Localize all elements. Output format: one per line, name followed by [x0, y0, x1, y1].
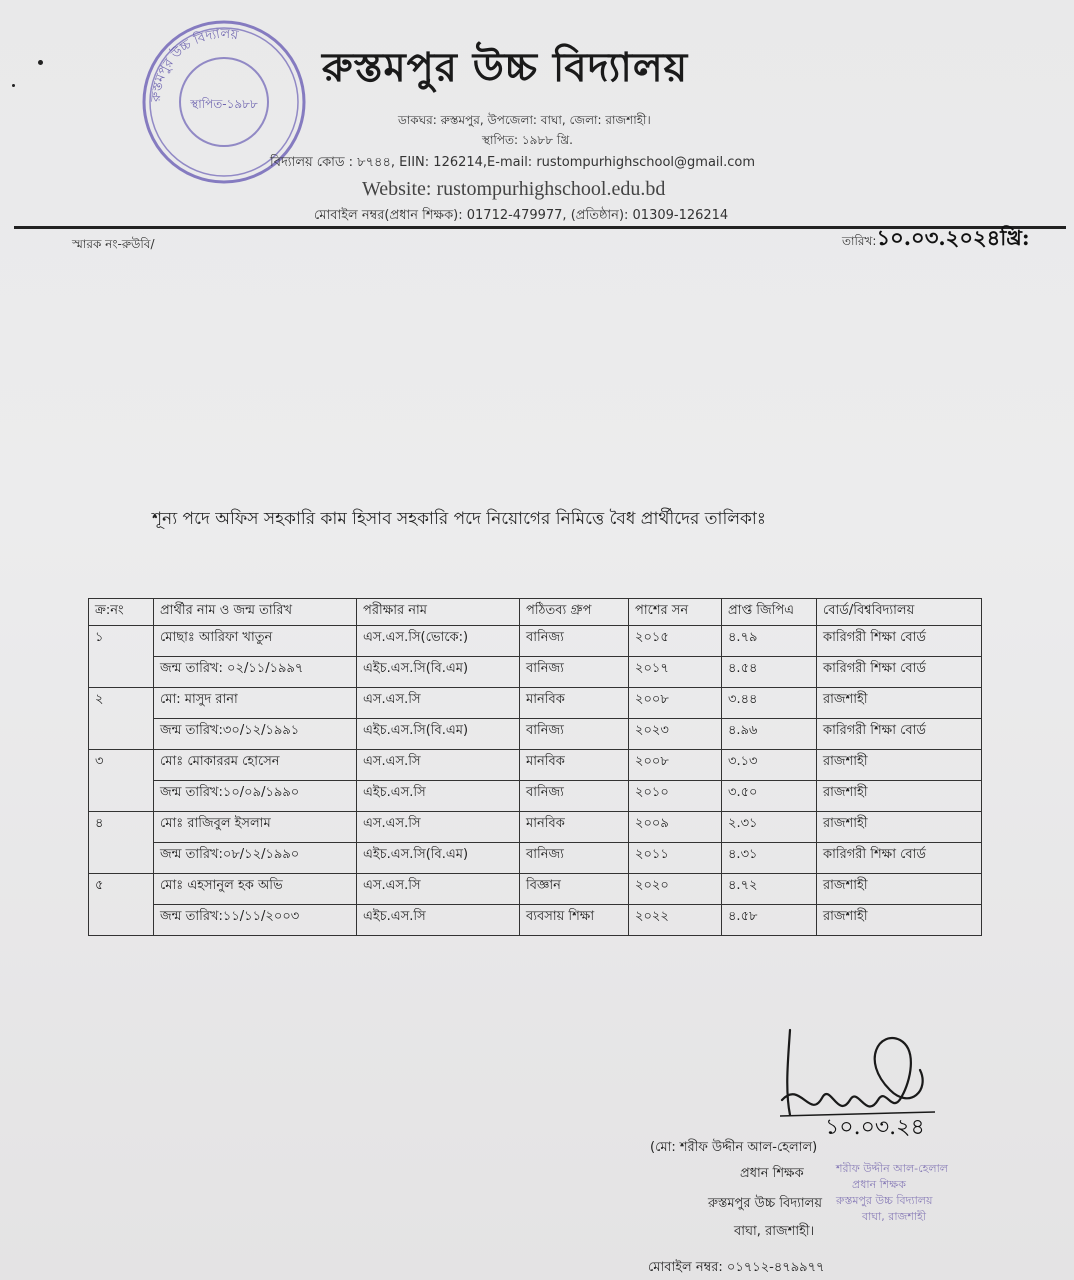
gpa: ৪.৩১ [722, 843, 817, 874]
board: কারিগরী শিক্ষা বোর্ড [817, 719, 982, 750]
candidate-dob: জন্ম তারিখ:১০/০৯/১৯৯০ [154, 781, 357, 812]
pass-year: ২০২২ [629, 905, 722, 936]
col-exam: পরীক্ষার নাম [357, 599, 520, 626]
board: কারিগরী শিক্ষা বোর্ড [817, 843, 982, 874]
table-row [89, 905, 982, 936]
head-teacher-mobile: মোবাইল নম্বর: ০১৭১২-৪৭৯৯৭৭ [648, 1260, 825, 1275]
exam-name: এস.এস.সি(ভোকে:) [357, 626, 520, 657]
board: রাজশাহী [817, 874, 982, 905]
stamp-line: শরীফ উদ্দীন আল-হেলাল [836, 1162, 948, 1175]
pass-year: ২০০৮ [629, 750, 722, 781]
serial-cell: ২ [89, 688, 154, 750]
serial-cell: ১ [89, 626, 154, 688]
pass-year: ২০২৩ [629, 719, 722, 750]
seal-inner-text: স্থাপিত-১৯৮৮ [190, 97, 258, 111]
pass-year: ২০১১ [629, 843, 722, 874]
exam-name: এইচ.এস.সি(বি.এম) [357, 719, 520, 750]
candidate-dob: জন্ম তারিখ:১১/১১/২০০৩ [154, 905, 357, 936]
candidate-name: মোঃ মোকাররম হোসেন [154, 750, 357, 781]
exam-name: এইচ.এস.সি(বি.এম) [357, 843, 520, 874]
col-group: পঠিতব্য গ্রুপ [520, 599, 629, 626]
gpa: ৪.৫৮ [722, 905, 817, 936]
speck [38, 60, 43, 65]
gpa: ৪.৭২ [722, 874, 817, 905]
gpa: ৪.৭৯ [722, 626, 817, 657]
exam-name: এস.এস.সি [357, 750, 520, 781]
candidate-dob: জন্ম তারিখ:৩০/১২/১৯৯১ [154, 719, 357, 750]
board: কারিগরী শিক্ষা বোর্ড [817, 626, 982, 657]
candidate-dob: জন্ম তারিখ:০৮/১২/১৯৯০ [154, 843, 357, 874]
board: রাজশাহী [817, 781, 982, 812]
svg-text:রুস্তমপুর উচ্চ বিদ্যালয় [149, 27, 240, 104]
date-value: ১০.০৩.২০২৪খ্রি: [876, 225, 1030, 250]
group: বানিজ্য [520, 781, 629, 812]
serial-cell: ৫ [89, 874, 154, 936]
col-serial: ক্র:নং [89, 599, 154, 626]
pass-year: ২০২০ [629, 874, 722, 905]
date-label: তারিখ: [842, 234, 877, 248]
code-email-line: বিদ্যালয় কোড : ৮৭৪৪, EIIN: 126214,E-mail: rustompurhighschool@gmail.com [270, 155, 756, 170]
group: মানবিক [520, 812, 629, 843]
group: বানিজ্য [520, 626, 629, 657]
group: বানিজ্য [520, 657, 629, 688]
group: বানিজ্য [520, 843, 629, 874]
established-year: স্থাপিত: ১৯৮৮ খ্রি. [482, 133, 573, 147]
board: কারিগরী শিক্ষা বোর্ড [817, 657, 982, 688]
pass-year: ২০১৫ [629, 626, 722, 657]
candidate-name: মো: মাসুদ রানা [154, 688, 357, 719]
pass-year: ২০০৮ [629, 688, 722, 719]
stamp-line: বাঘা, রাজশাহী [862, 1210, 926, 1223]
table-row [89, 781, 982, 812]
group: মানবিক [520, 688, 629, 719]
candidate-name: মোঃ এহসানুল হক অভি [154, 874, 357, 905]
school-name: রুস্তমপুর উচ্চ বিদ্যালয় [322, 44, 689, 91]
exam-name: এইচ.এস.সি [357, 781, 520, 812]
seal-text: রুস্তমপুর উচ্চ বিদ্যালয় [148, 26, 240, 103]
mobile-line: মোবাইল নম্বর(প্রধান শিক্ষক): 01712-479977, (প্রতিষ্ঠান): 01309-126214 [314, 208, 729, 223]
head-teacher-name: (মো: শরীফ উদ্দীন আল-হেলাল) [650, 1140, 818, 1155]
table-row [89, 688, 982, 719]
candidate-dob: জন্ম তারিখ: ০২/১১/১৯৯৭ [154, 657, 357, 688]
group: বিজ্ঞান [520, 874, 629, 905]
gpa: ৩.৪৪ [722, 688, 817, 719]
exam-name: এইচ.এস.সি(বি.এম) [357, 657, 520, 688]
table-row [89, 719, 982, 750]
gpa: ৪.৯৬ [722, 719, 817, 750]
board: রাজশাহী [817, 750, 982, 781]
school-website: Website: rustompurhighschool.edu.bd [362, 178, 666, 200]
stamp-line: রুস্তমপুর উচ্চ বিদ্যালয় [836, 1194, 933, 1207]
table-row [89, 812, 982, 843]
table-row [89, 843, 982, 874]
gpa: ৩.১৩ [722, 750, 817, 781]
candidate-table [88, 598, 982, 936]
table-row [89, 626, 982, 657]
exam-name: এস.এস.সি [357, 874, 520, 905]
designation: প্রধান শিক্ষক [740, 1166, 804, 1181]
table-row [89, 750, 982, 781]
pass-year: ২০১৭ [629, 657, 722, 688]
institution-location: বাঘা, রাজশাহী। [734, 1224, 815, 1239]
memo-number: স্মারক নং-রুউবি/ [72, 237, 155, 251]
exam-name: এস.এস.সি [357, 688, 520, 719]
gpa: ২.৩১ [722, 812, 817, 843]
exam-name: এইচ.এস.সি [357, 905, 520, 936]
board: রাজশাহী [817, 688, 982, 719]
table-header-row [89, 599, 982, 626]
signature-block [640, 1020, 1060, 1280]
exam-name: এস.এস.সি [357, 812, 520, 843]
col-year: পাশের সন [629, 599, 722, 626]
pass-year: ২০১০ [629, 781, 722, 812]
institution-name: রুস্তমপুর উচ্চ বিদ্যালয় [708, 1196, 823, 1211]
speck [12, 84, 15, 87]
group: ব্যবসায় শিক্ষা [520, 905, 629, 936]
gpa: ৪.৫৪ [722, 657, 817, 688]
board: রাজশাহী [817, 905, 982, 936]
stamp-line: প্রধান শিক্ষক [852, 1178, 906, 1191]
letter-date [842, 222, 1030, 257]
table-row [89, 657, 982, 688]
table-row [89, 874, 982, 905]
gpa: ৩.৫০ [722, 781, 817, 812]
group: বানিজ্য [520, 719, 629, 750]
pass-year: ২০০৯ [629, 812, 722, 843]
school-address: ডাকঘর: রুস্তমপুর, উপজেলা: বাঘা, জেলা: রাজশাহী। [398, 113, 651, 127]
col-name-dob: প্রার্থীর নাম ও জন্ম তারিখ [154, 599, 357, 626]
candidate-name: মোঃ রাজিবুল ইসলাম [154, 812, 357, 843]
board: রাজশাহী [817, 812, 982, 843]
list-heading: শূন্য পদে অফিস সহকারি কাম হিসাব সহকারি পদে নিয়োগের নিমিত্তে বৈধ প্রার্থীদের তালিকাঃ [152, 509, 766, 529]
col-gpa: প্রাপ্ত জিপিএ [722, 599, 817, 626]
serial-cell: ৪ [89, 812, 154, 874]
serial-cell: ৩ [89, 750, 154, 812]
candidate-name: মোছাঃ আরিফা খাতুন [154, 626, 357, 657]
col-board: বোর্ড/বিশ্ববিদ্যালয় [817, 599, 982, 626]
group: মানবিক [520, 750, 629, 781]
signature-date: ১০.০৩.২৪ [825, 1115, 925, 1140]
